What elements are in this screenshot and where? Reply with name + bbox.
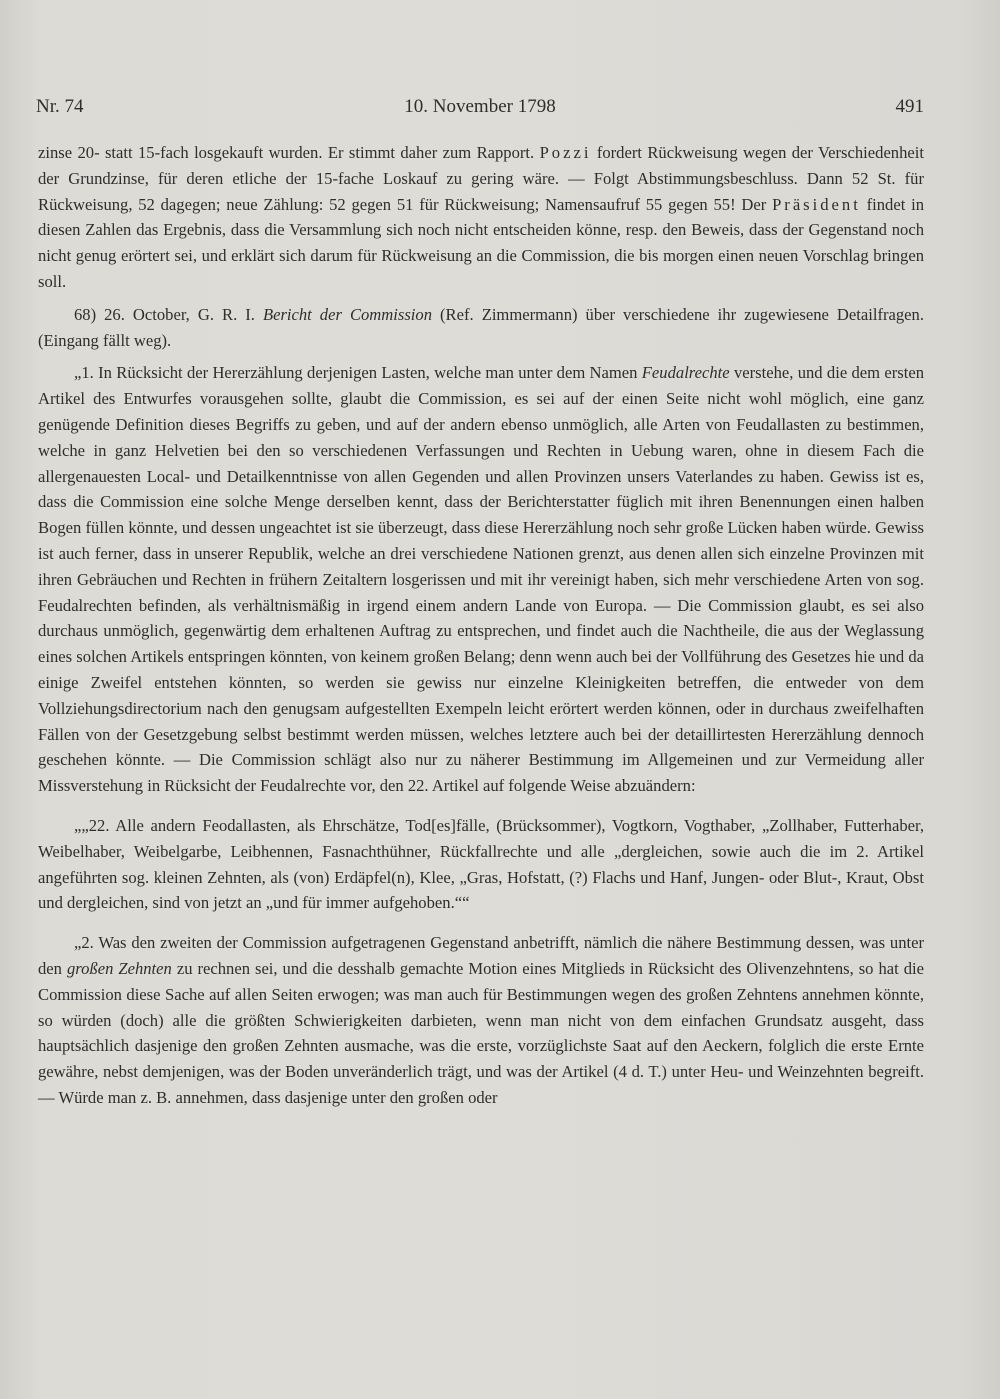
speaker-name: Präsident [772, 194, 861, 214]
emphasis-text: großen Zehnten [66, 958, 172, 978]
document-body [38, 140, 924, 1111]
emphasis-text: Bericht der Commission [262, 304, 433, 324]
paragraph-entry-68: 68) 26. October, G. R. I. Bericht der Commission (Ref. Zimmermann) über verschiedene ihr zugewiesene Detailfragen. (Eingang fällt weg). [38, 304, 924, 350]
paragraph-point-1: „1. In Rücksicht der Hererzählung derjenigen Lasten, welche man unter dem Namen Feudalrechte verstehe, und die dem ersten Artikel des Entwurfes vorausgehen sollte, glaubt die Commission, es sei auf der einen Seite nicht wohl möglich, eine ganz genügende Definition dieses Begriffs zu geben, und auf der andern ebenso unmöglich, alle Arten von Feudallasten zu bestimmen, welche in ganz Helvetien bei den so verschiedenen Verfassungen und Rechten in Uebung waren, ohne in diesem Fach die allergenauesten Local- und Detailkenntnisse von allen Gegenden und allen Provinzen unsers Vaterlandes zu haben. Gewiss ist es, dass die Commission eine solche Menge derselben kennt, dass der Berichterstatter füglich mit ihren Benennungen einen halben Bogen füllen könnte, und dessen ungeachtet ist sie überzeugt, dass diese Hererzählung noch sehr große Lücken haben würde. Gewiss ist auch ferner, dass in unserer Republik, welche an drei verschiedene Nationen grenzt, aus denen allen sich einzelne Provinzen mit ihren Gebräuchen und Rechten in frühern Zeitaltern losgerissen und mit ihr vereinigt haben, sich mehr verschiedene Arten von sog. Feudalrechten befinden, als verhältnismäßig in irgend einem andern Lande von Europa. — Die Commission glaubt, es sei also durchaus unmöglich, gegenwärtig dem erhaltenen Auftrag zu entsprechen, und findet auch die Nachtheile, die aus der Weglassung eines solchen Artikels entspringen könnten, von keinem großen Belang; denn wenn auch bei der Vollführung des Gesetzes hie und da einige Zweifel entstehen könnten, so werden sie gewiss nur einzelne Kleinigkeiten betreffen, die entweder von dem Vollziehungsdirectorium nach den genugsam aufgestellten Exempeln leicht erörtert werden können, oder in durchaus zweifelhaften Fällen von der Gesetzgebung selbst bestimmt werden müssen, welches letztere auch bei der detaillirtesten Hererzählung dennoch geschehen könnte. — Die Commission schlägt also nur zu näherer Bestimmung im Allgemeinen und zur Vermeidung aller Missverstehung in Rücksicht der Feudalrechte vor, den 22. Artikel auf folgende Weise abzuändern: [38, 363, 925, 796]
paragraph-article-22: „„22. Alle andern Feodallasten, als Ehrschätze, Tod[es]fälle, (Brücksommer), Vogtkorn, Vogthaber, „Zollhaber, Futterhaber, Weibelhaber, Weibelgarbe, Leibhennen, Fasnachthühner, Rückfallrechte und alle „dergleichen, sowie auch die im 2. Artikel angeführten sog. kleinen Zehnten, als (von) Erdäpfel(n), Klee, „Gras, Hofstatt, (?) Flachs und Hanf, Jungen- oder Blut-, Kraut, Obst und dergleichen, sind von jetzt an „und für immer aufgehoben.““ [38, 815, 924, 913]
speaker-name: Pozzi [539, 143, 592, 162]
page-number: 491 [895, 96, 924, 117]
page-header [36, 96, 924, 126]
document-date: 10. November 1798 [404, 96, 556, 117]
document-number: Nr. 74 [36, 96, 84, 117]
emphasis-text: Feudalrechte [641, 363, 730, 383]
paragraph-point-2: „2. Was den zweiten der Commission aufgetragenen Gegenstand anbetrifft, nämlich die nähere Bestimmung dessen, was unter den großen Zehnten zu rechnen sei, und die desshalb gemachte Motion eines Mitglieds in Rücksicht des Olivenzehntens, so hat die Commission diese Sache auf allen Seiten erwogen; was man auch für Bestimmungen wegen des großen Zehntens annehmen könnte, so würden (doch) alle die größten Schwierigkeiten darbieten, wenn man nicht von dem einfachen Grundsatz ausgeht, dass hauptsächlich dasjenige den großen Zehnten ausmache, was die erste, vorzüglichste Saat auf den Aeckern, folglich die erste Ernte gewähre, nebst demjenigen, was der Boden unveränderlich trägt, und was der Artikel (4 d. T.) unter Heu- und Weinzehnten begreift. — Würde man z. B. annehmen, dass dasjenige unter den großen oder [38, 933, 925, 1107]
paragraph-rückweisung: zinse 20- statt 15-fach losgekauft wurden. Er stimmt daher zum Rapport. Pozzi fordert Rückweisung wegen der Verschiedenheit der Grundzinse, für deren etliche der 15-fache Loskauf zu gering wäre. — Folgt Abstimmungsbeschluss. Dann 52 St. für Rückweisung, 52 dagegen; neue Zählung: 52 gegen 51 für Rückweisung; Namensaufruf 55 gegen 55! Der Präsident findet in diesen Zahlen das Ergebnis, dass die Versammlung sich noch nicht entscheiden könne, resp. den Beweis, dass der Gegenstand noch nicht genug erörtert sei, und erklärt sich darum für Rückweisung an die Commission, die bis morgen einen neuen Vorschlag bringen soll. [38, 143, 924, 291]
